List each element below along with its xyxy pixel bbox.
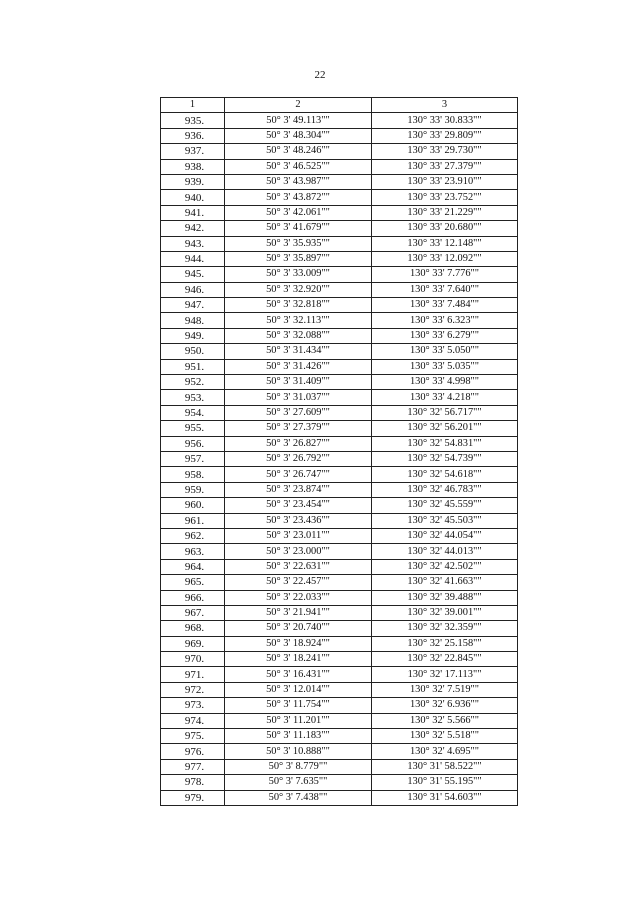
coordinates-table	[160, 97, 518, 806]
longitude-cell: 130° 32' 5.566""	[372, 713, 518, 728]
longitude-cell: 130° 32' 54.739""	[372, 451, 518, 466]
table-row	[161, 313, 518, 328]
longitude-cell: 130° 32' 39.488""	[372, 590, 518, 605]
longitude-cell: 130° 33' 27.379""	[372, 159, 518, 174]
longitude-cell: 130° 31' 55.195""	[372, 775, 518, 790]
latitude-cell: 50° 3' 26.792""	[225, 451, 372, 466]
point-number-cell: 974.	[161, 713, 225, 728]
longitude-cell: 130° 32' 45.503""	[372, 513, 518, 528]
table-row	[161, 174, 518, 189]
latitude-cell: 50° 3' 11.754""	[225, 698, 372, 713]
point-number-cell: 937.	[161, 144, 225, 159]
latitude-cell: 50° 3' 41.679""	[225, 221, 372, 236]
table-row	[161, 528, 518, 543]
table-header-row	[161, 98, 518, 113]
latitude-cell: 50° 3' 33.009""	[225, 267, 372, 282]
point-number-cell: 955.	[161, 421, 225, 436]
table-row	[161, 605, 518, 620]
point-number-cell: 952.	[161, 375, 225, 390]
table-row	[161, 744, 518, 759]
latitude-cell: 50° 3' 7.635""	[225, 775, 372, 790]
point-number-cell: 954.	[161, 405, 225, 420]
latitude-cell: 50° 3' 31.426""	[225, 359, 372, 374]
point-number-cell: 976.	[161, 744, 225, 759]
point-number-cell: 944.	[161, 251, 225, 266]
longitude-cell: 130° 32' 41.663""	[372, 575, 518, 590]
point-number-cell: 960.	[161, 498, 225, 513]
point-number-cell: 943.	[161, 236, 225, 251]
point-number-cell: 970.	[161, 652, 225, 667]
column-header-number: 1	[161, 98, 225, 113]
point-number-cell: 962.	[161, 528, 225, 543]
latitude-cell: 50° 3' 27.379""	[225, 421, 372, 436]
longitude-cell: 130° 33' 6.323""	[372, 313, 518, 328]
longitude-cell: 130° 32' 54.831""	[372, 436, 518, 451]
table-body	[161, 113, 518, 806]
longitude-cell: 130° 33' 29.730""	[372, 144, 518, 159]
longitude-cell: 130° 33' 6.279""	[372, 328, 518, 343]
point-number-cell: 958.	[161, 467, 225, 482]
table-row	[161, 667, 518, 682]
longitude-cell: 130° 33' 12.092""	[372, 251, 518, 266]
longitude-cell: 130° 33' 20.680""	[372, 221, 518, 236]
point-number-cell: 967.	[161, 605, 225, 620]
latitude-cell: 50° 3' 31.037""	[225, 390, 372, 405]
table-row	[161, 159, 518, 174]
longitude-cell: 130° 33' 5.050""	[372, 344, 518, 359]
table-row	[161, 759, 518, 774]
latitude-cell: 50° 3' 22.033""	[225, 590, 372, 605]
latitude-cell: 50° 3' 31.409""	[225, 375, 372, 390]
table-row	[161, 405, 518, 420]
table-row	[161, 375, 518, 390]
point-number-cell: 963.	[161, 544, 225, 559]
latitude-cell: 50° 3' 11.201""	[225, 713, 372, 728]
table-row	[161, 205, 518, 220]
table-row	[161, 344, 518, 359]
latitude-cell: 50° 3' 23.000""	[225, 544, 372, 559]
table-row	[161, 190, 518, 205]
table-row	[161, 698, 518, 713]
point-number-cell: 939.	[161, 174, 225, 189]
table-row	[161, 729, 518, 744]
table-row	[161, 251, 518, 266]
latitude-cell: 50° 3' 49.113""	[225, 113, 372, 128]
latitude-cell: 50° 3' 43.872""	[225, 190, 372, 205]
point-number-cell: 968.	[161, 621, 225, 636]
table-row	[161, 128, 518, 143]
latitude-cell: 50° 3' 27.609""	[225, 405, 372, 420]
latitude-cell: 50° 3' 32.088""	[225, 328, 372, 343]
latitude-cell: 50° 3' 32.818""	[225, 298, 372, 313]
page-number: 22	[314, 69, 326, 81]
table-row	[161, 559, 518, 574]
point-number-cell: 973.	[161, 698, 225, 713]
longitude-cell: 130° 33' 7.484""	[372, 298, 518, 313]
point-number-cell: 945.	[161, 267, 225, 282]
table-row	[161, 113, 518, 128]
point-number-cell: 936.	[161, 128, 225, 143]
latitude-cell: 50° 3' 12.014""	[225, 682, 372, 697]
point-number-cell: 977.	[161, 759, 225, 774]
longitude-cell: 130° 33' 5.035""	[372, 359, 518, 374]
latitude-cell: 50° 3' 18.241""	[225, 652, 372, 667]
table-row	[161, 328, 518, 343]
table-row	[161, 636, 518, 651]
column-header-latitude: 2	[225, 98, 372, 113]
table-row	[161, 467, 518, 482]
latitude-cell: 50° 3' 7.438""	[225, 790, 372, 805]
latitude-cell: 50° 3' 48.246""	[225, 144, 372, 159]
latitude-cell: 50° 3' 23.454""	[225, 498, 372, 513]
longitude-cell: 130° 33' 23.752""	[372, 190, 518, 205]
point-number-cell: 957.	[161, 451, 225, 466]
table-row	[161, 236, 518, 251]
latitude-cell: 50° 3' 23.436""	[225, 513, 372, 528]
longitude-cell: 130° 32' 17.113""	[372, 667, 518, 682]
longitude-cell: 130° 32' 56.201""	[372, 421, 518, 436]
table-row	[161, 298, 518, 313]
longitude-cell: 130° 33' 4.998""	[372, 375, 518, 390]
latitude-cell: 50° 3' 31.434""	[225, 344, 372, 359]
table-row	[161, 221, 518, 236]
point-number-cell: 979.	[161, 790, 225, 805]
latitude-cell: 50° 3' 21.941""	[225, 605, 372, 620]
table-row	[161, 621, 518, 636]
point-number-cell: 964.	[161, 559, 225, 574]
point-number-cell: 971.	[161, 667, 225, 682]
point-number-cell: 961.	[161, 513, 225, 528]
latitude-cell: 50° 3' 35.935""	[225, 236, 372, 251]
longitude-cell: 130° 32' 44.054""	[372, 528, 518, 543]
longitude-cell: 130° 32' 32.359""	[372, 621, 518, 636]
point-number-cell: 978.	[161, 775, 225, 790]
longitude-cell: 130° 32' 5.518""	[372, 729, 518, 744]
latitude-cell: 50° 3' 10.888""	[225, 744, 372, 759]
point-number-cell: 956.	[161, 436, 225, 451]
latitude-cell: 50° 3' 22.631""	[225, 559, 372, 574]
table-row	[161, 436, 518, 451]
table-row	[161, 544, 518, 559]
longitude-cell: 130° 32' 45.559""	[372, 498, 518, 513]
table-row	[161, 498, 518, 513]
longitude-cell: 130° 32' 56.717""	[372, 405, 518, 420]
latitude-cell: 50° 3' 32.920""	[225, 282, 372, 297]
latitude-cell: 50° 3' 22.457""	[225, 575, 372, 590]
point-number-cell: 948.	[161, 313, 225, 328]
table-row	[161, 713, 518, 728]
table-row	[161, 144, 518, 159]
latitude-cell: 50° 3' 48.304""	[225, 128, 372, 143]
point-number-cell: 965.	[161, 575, 225, 590]
longitude-cell: 130° 33' 7.640""	[372, 282, 518, 297]
longitude-cell: 130° 32' 25.158""	[372, 636, 518, 651]
point-number-cell: 940.	[161, 190, 225, 205]
table-row	[161, 267, 518, 282]
longitude-cell: 130° 33' 4.218""	[372, 390, 518, 405]
longitude-cell: 130° 32' 7.519""	[372, 682, 518, 697]
longitude-cell: 130° 32' 44.013""	[372, 544, 518, 559]
longitude-cell: 130° 32' 46.783""	[372, 482, 518, 497]
point-number-cell: 938.	[161, 159, 225, 174]
column-header-longitude: 3	[372, 98, 518, 113]
table-row	[161, 359, 518, 374]
latitude-cell: 50° 3' 23.011""	[225, 528, 372, 543]
table-row	[161, 590, 518, 605]
longitude-cell: 130° 33' 29.809""	[372, 128, 518, 143]
table-row	[161, 682, 518, 697]
table-row	[161, 390, 518, 405]
table-row	[161, 421, 518, 436]
longitude-cell: 130° 33' 7.776""	[372, 267, 518, 282]
point-number-cell: 969.	[161, 636, 225, 651]
latitude-cell: 50° 3' 26.827""	[225, 436, 372, 451]
table-row	[161, 790, 518, 805]
longitude-cell: 130° 32' 54.618""	[372, 467, 518, 482]
latitude-cell: 50° 3' 11.183""	[225, 729, 372, 744]
latitude-cell: 50° 3' 16.431""	[225, 667, 372, 682]
longitude-cell: 130° 32' 6.936""	[372, 698, 518, 713]
longitude-cell: 130° 31' 54.603""	[372, 790, 518, 805]
longitude-cell: 130° 32' 39.001""	[372, 605, 518, 620]
point-number-cell: 935.	[161, 113, 225, 128]
latitude-cell: 50° 3' 42.061""	[225, 205, 372, 220]
point-number-cell: 949.	[161, 328, 225, 343]
longitude-cell: 130° 33' 21.229""	[372, 205, 518, 220]
latitude-cell: 50° 3' 43.987""	[225, 174, 372, 189]
latitude-cell: 50° 3' 26.747""	[225, 467, 372, 482]
point-number-cell: 951.	[161, 359, 225, 374]
longitude-cell: 130° 32' 4.695""	[372, 744, 518, 759]
point-number-cell: 959.	[161, 482, 225, 497]
table-row	[161, 775, 518, 790]
point-number-cell: 947.	[161, 298, 225, 313]
longitude-cell: 130° 31' 58.522""	[372, 759, 518, 774]
table-row	[161, 451, 518, 466]
latitude-cell: 50° 3' 23.874""	[225, 482, 372, 497]
latitude-cell: 50° 3' 8.779""	[225, 759, 372, 774]
longitude-cell: 130° 33' 30.833""	[372, 113, 518, 128]
table-row	[161, 482, 518, 497]
table-row	[161, 575, 518, 590]
point-number-cell: 941.	[161, 205, 225, 220]
longitude-cell: 130° 33' 23.910""	[372, 174, 518, 189]
longitude-cell: 130° 33' 12.148""	[372, 236, 518, 251]
point-number-cell: 950.	[161, 344, 225, 359]
point-number-cell: 942.	[161, 221, 225, 236]
longitude-cell: 130° 32' 22.845""	[372, 652, 518, 667]
point-number-cell: 946.	[161, 282, 225, 297]
latitude-cell: 50° 3' 18.924""	[225, 636, 372, 651]
latitude-cell: 50° 3' 46.525""	[225, 159, 372, 174]
table-row	[161, 282, 518, 297]
point-number-cell: 966.	[161, 590, 225, 605]
point-number-cell: 953.	[161, 390, 225, 405]
table-row	[161, 513, 518, 528]
latitude-cell: 50° 3' 20.740""	[225, 621, 372, 636]
point-number-cell: 972.	[161, 682, 225, 697]
longitude-cell: 130° 32' 42.502""	[372, 559, 518, 574]
latitude-cell: 50° 3' 35.897""	[225, 251, 372, 266]
point-number-cell: 975.	[161, 729, 225, 744]
latitude-cell: 50° 3' 32.113""	[225, 313, 372, 328]
table-row	[161, 652, 518, 667]
